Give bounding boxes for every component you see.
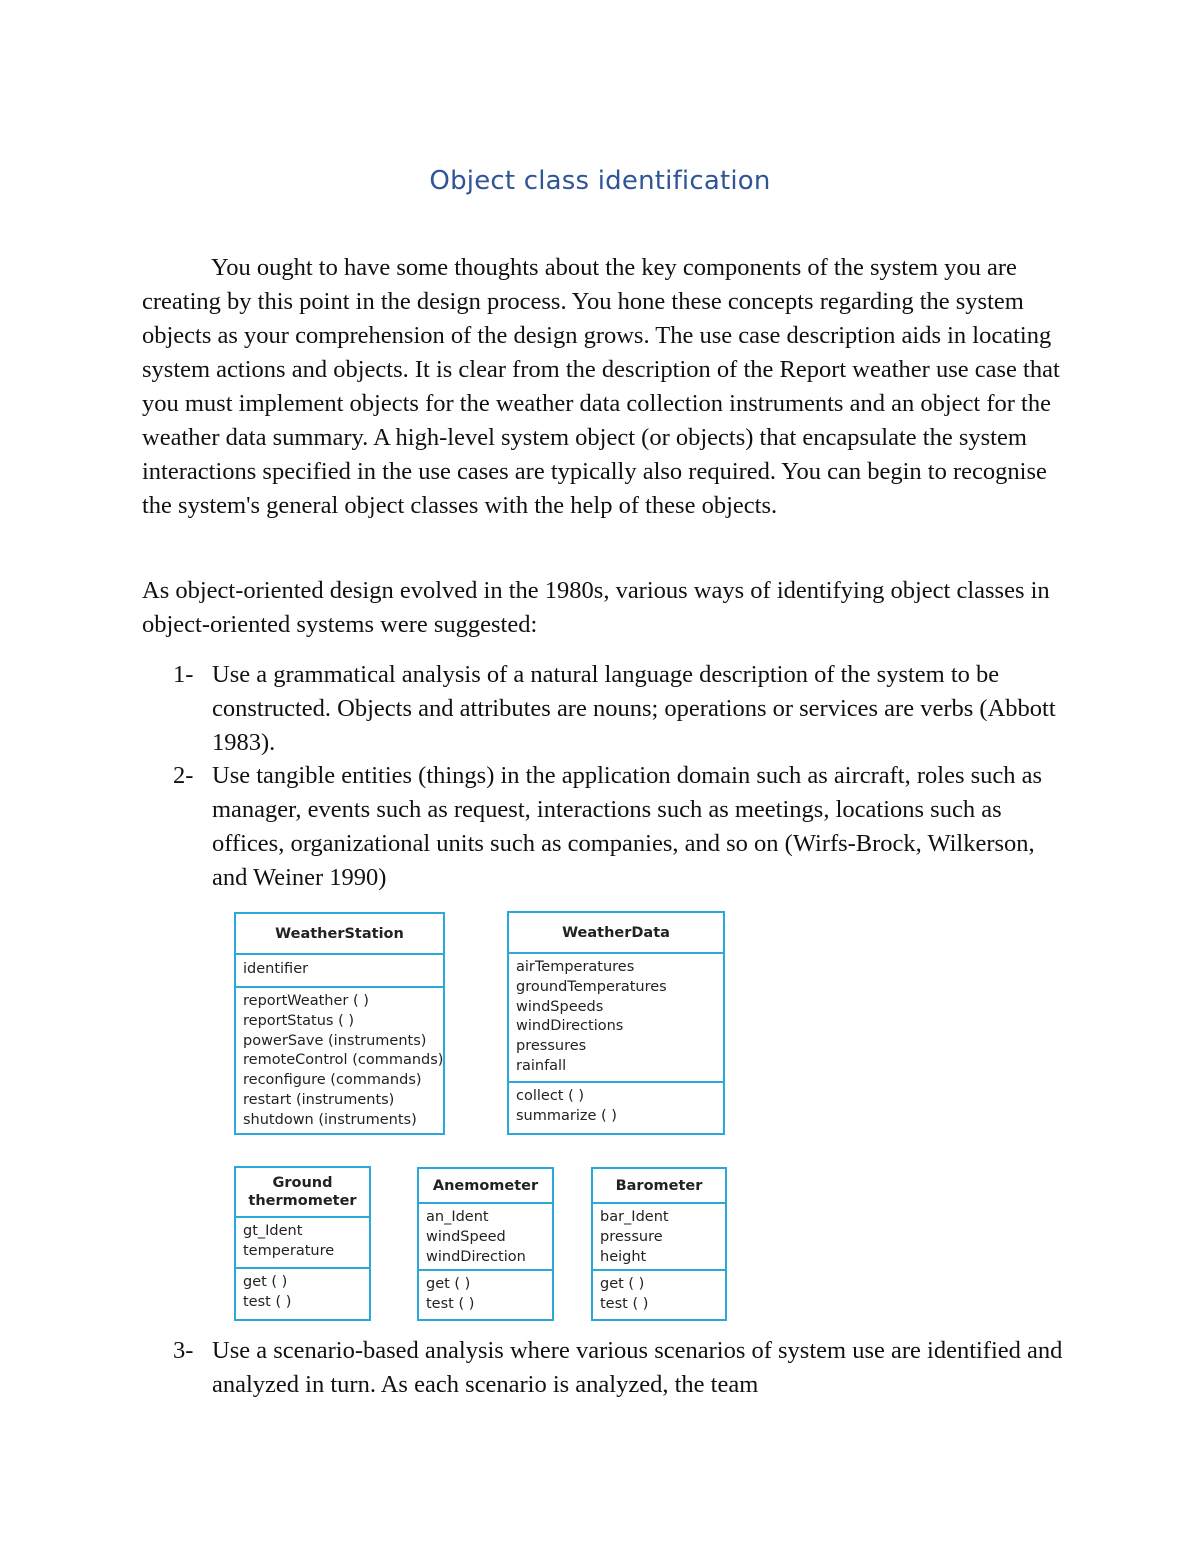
class-attributes (509, 954, 723, 1083)
attribute: pressures (516, 1038, 587, 1055)
attribute: windSpeed (426, 1228, 506, 1245)
operation: get ( ) (600, 1276, 645, 1292)
list-item-number: 3- (173, 1337, 194, 1364)
attribute: temperature (243, 1242, 335, 1259)
list-item-number: 2- (173, 762, 194, 789)
class-name: Barometer (593, 1169, 725, 1204)
attribute: rainfall (516, 1057, 567, 1074)
class-operations (593, 1271, 725, 1319)
class-operations (419, 1271, 552, 1319)
operation: test ( ) (426, 1295, 475, 1312)
operation: test ( ) (243, 1293, 292, 1310)
attribute: height (600, 1248, 647, 1265)
attribute: bar_Ident (600, 1209, 669, 1225)
attribute: gt_Ident (243, 1223, 303, 1239)
class-box-weather-data (507, 911, 725, 1135)
class-box-barometer (591, 1167, 727, 1321)
list-item-number: 1- (173, 661, 194, 688)
operation: test ( ) (600, 1295, 649, 1312)
class-name-line: Ground (272, 1175, 333, 1191)
operation: get ( ) (243, 1274, 288, 1290)
class-attributes (236, 1218, 369, 1269)
class-name (236, 1168, 369, 1218)
operation: get ( ) (426, 1276, 471, 1292)
operation: powerSave (instruments) (243, 1032, 427, 1049)
attribute: airTemperatures (516, 959, 635, 975)
operation: reportStatus ( ) (243, 1012, 355, 1029)
class-box-ground-thermometer (234, 1166, 371, 1321)
class-name: Anemometer (419, 1169, 552, 1204)
attribute: an_Ident (426, 1209, 489, 1225)
attribute: pressure (600, 1228, 663, 1245)
paragraph-intro: You ought to have some thoughts about the key components of the system you are creating by this point in the design process. You hone these concepts regarding the system objects as your comprehension of the design grows. The use case description aids in locating system actions and objects. It is clear from the description of the Report weather use case that you must implement objects for the weather data collection instruments and an object for the weather data summary. A high-level system object (or objects) that encapsulate the system interactions specified in the use cases are typically also required. You can begin to recognise the system's general object classes with the help of these objects. (142, 254, 1060, 519)
class-attributes (593, 1204, 725, 1271)
operation: reconfigure (commands) (243, 1072, 422, 1089)
operation: shutdown (instruments) (243, 1111, 417, 1128)
attribute: groundTemperatures (516, 978, 667, 995)
class-operations (509, 1083, 723, 1131)
operation: restart (instruments) (243, 1091, 395, 1108)
list-item-text: Use a scenario-based analysis where various scenarios of system use are identified and analyzed in turn. As each scenario is analyzed, the team (212, 1337, 1063, 1398)
class-box-weather-station (234, 912, 445, 1135)
class-box-anemometer (417, 1167, 554, 1321)
class-operations (236, 988, 443, 1135)
class-attributes (236, 955, 443, 988)
attribute: windSpeeds (516, 998, 604, 1015)
class-name-line: thermometer (248, 1193, 357, 1209)
operation: collect ( ) (516, 1088, 585, 1104)
class-name: WeatherStation (236, 914, 443, 955)
list-item-text: Use tangible entities (things) in the application domain such as aircraft, roles such as manager, events such as request, interactions such as meetings, locations such as offices, organizational units such as companies, and so on (Wirfs-Brock, Wilkerson, and Weiner 1990) (212, 762, 1043, 891)
attribute: windDirection (426, 1248, 526, 1265)
operation: summarize ( ) (516, 1107, 617, 1124)
paragraph-history: As object-oriented design evolved in the 1980s, various ways of identifying object classes in object-oriented systems were suggested: (142, 577, 1050, 638)
page-title: Object class identification (429, 166, 771, 196)
class-attributes (419, 1204, 552, 1271)
operation: reportWeather ( ) (243, 993, 369, 1009)
operation: remoteControl (commands) (243, 1052, 444, 1069)
attribute: identifier (243, 961, 309, 977)
list-item-text: Use a grammatical analysis of a natural language description of the system to be constructed. Objects and attributes are nouns; operations or services are verbs (Abbott 1983). (212, 661, 1056, 756)
class-name: WeatherData (509, 913, 723, 954)
class-operations (236, 1269, 369, 1317)
attribute: windDirections (516, 1018, 624, 1035)
